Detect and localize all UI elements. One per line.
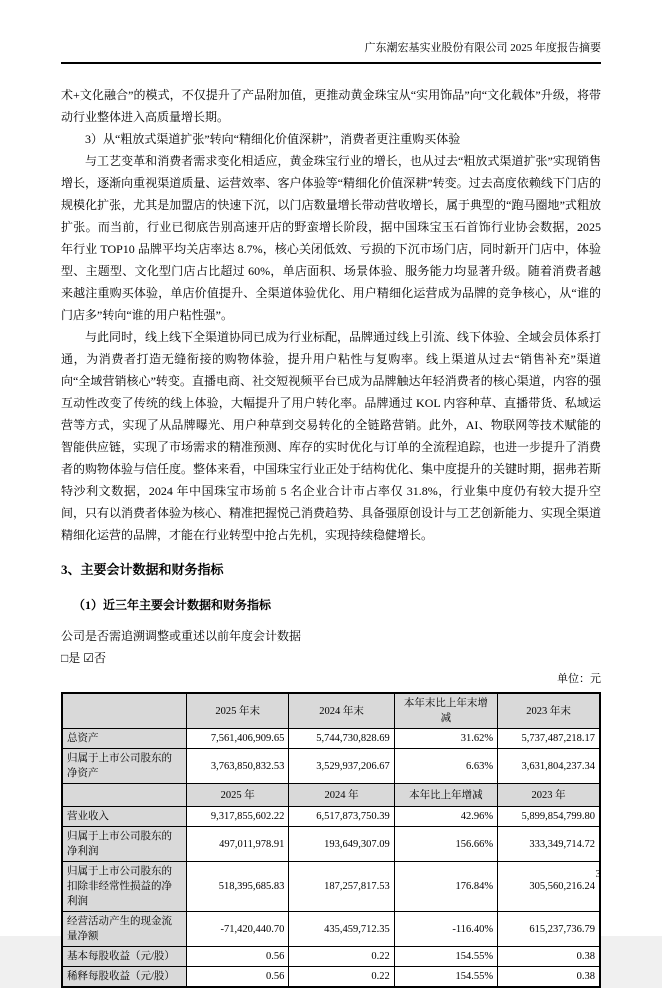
table-row-deducted-net-profit — [62, 862, 600, 912]
row-label-cell: 归属于上市公司股东的扣除非经常性损益的净利润 — [62, 862, 186, 912]
value-cell: 0.22 — [289, 947, 394, 967]
table-row-net-profit — [62, 827, 600, 862]
table-row-net-assets — [62, 749, 600, 784]
header-cell: 2023 年末 — [498, 693, 600, 729]
document-body — [61, 84, 601, 546]
document-header-title: 广东潮宏基实业股份有限公司 2025 年度报告摘要 — [364, 42, 601, 54]
value-cell: 435,459,712.35 — [289, 912, 394, 947]
subsection1-heading: （1）近三年主要会计数据和财务指标 — [73, 598, 272, 612]
section3-heading: 3、主要会计数据和财务指标 — [61, 562, 224, 577]
value-cell: 193,649,307.09 — [289, 827, 394, 862]
table-row-operating-cash-flow — [62, 912, 600, 947]
value-cell: 5,899,854,799.80 — [498, 807, 600, 827]
value-cell: 156.66% — [394, 827, 497, 862]
value-cell: 3,529,937,206.67 — [289, 749, 394, 784]
table-row-total-assets — [62, 729, 600, 749]
header-cell: 本年末比上年末增减 — [394, 693, 497, 729]
paragraph-continuation: 术+文化融合”的模式，不仅提升了产品附加值，更推动黄金珠宝从“实用饰品”向“文化载体”升级，将带动行业整体进入高质量增长期。 — [61, 88, 601, 124]
value-cell: 154.55% — [394, 947, 497, 967]
value-cell: 6.63% — [394, 749, 497, 784]
row-label-cell: 归属于上市公司股东的净资产 — [62, 749, 186, 784]
value-cell: 518,395,685.83 — [186, 862, 288, 912]
header-cell: 2025 年末 — [186, 693, 288, 729]
restate-question: 公司是否需追溯调整或重述以前年度会计数据 — [61, 629, 302, 643]
header-cell: 2023 年 — [498, 784, 600, 807]
value-cell: 42.96% — [394, 807, 497, 827]
header-cell: 2024 年 — [289, 784, 394, 807]
value-cell: 305,560,216.24 — [498, 862, 600, 912]
value-cell: -71,420,440.70 — [186, 912, 288, 947]
value-cell: 187,257,817.53 — [289, 862, 394, 912]
value-cell: 176.84% — [394, 862, 497, 912]
value-cell: 0.56 — [186, 947, 288, 967]
financial-indicators-table — [61, 692, 601, 988]
table-row-basic-eps — [62, 947, 600, 967]
value-cell: 7,561,406,909.65 — [186, 729, 288, 749]
value-cell: -116.40% — [394, 912, 497, 947]
value-cell: 0.22 — [289, 967, 394, 988]
header-cell: 2024 年末 — [289, 693, 394, 729]
unit-label: 单位：元 — [557, 673, 601, 685]
value-cell: 3,631,804,237.34 — [498, 749, 600, 784]
value-cell: 497,011,978.91 — [186, 827, 288, 862]
document-header — [61, 40, 601, 64]
row-label-cell: 稀释每股收益（元/股） — [62, 967, 186, 988]
paragraph-omnichannel: 与此同时，线上线下全渠道协同已成为行业标配，品牌通过线上引流、线下体验、全域会员体系打通，为消费者打造无缝衔接的购物体验，提升用户粘性与复购率。线上渠道从过去“销售补充”渠道向“全域营销核心”转变。直播电商、社交短视频平台已成为品牌触达年轻消费者的核心渠道，内容的强互动性改变了传统的线上体验，大幅提升了用户转化率。品牌通过 KOL 内容种草、直播带货、私域运营等方式，实现了从品牌曝光、用户种草到交易转化的全链路营销。此外，AI、物联网等技术赋能的智能供应链，实现了市场需求的精准预测、库存的实时优化与订单的全流程追踪，也进一步提升了消费者的购物体验与信任度。整体来看，中国珠宝行业正处于结构优化、集中度提升的关键时期，据弗若斯特沙利文数据，2024 年中国珠宝市场前 5 名企业合计市占率仅 31.8%，行业集中度仍有较大提升空间，只有以消费者体验为核心、精准把握悦己消费趋势、具备强原创设计与工艺创新能力、实现全渠道精细化运营的品牌，才能在行业转型中抢占先机，实现持续稳健增长。 — [61, 330, 602, 542]
page-number: 3 — [595, 868, 601, 880]
paragraph-industry-shift: 与工艺变革和消费者需求变化相适应，黄金珠宝行业的增长，也从过去“粗放式渠道扩张”实现销售增长，逐渐向重视渠道质量、运营效率、客户体验等“精细化价值深耕”转变。过去高度依赖线下门店的规模化扩张，尤其是加盟店的快速下沉，以门店数量增长带动营收增长，属于典型的“跑马圈地”式粗放扩张。而当前，行业已彻底告别高速开店的野蛮增长阶段，据中国珠宝玉石首饰行业协会数据，2025 年行业 TOP10 品牌平均关店率达 8.7%，核心关闭低效、亏损的下沉市场门店，同时新开门店中，体验型、主题型、文化型门店占比超过 60%，单店面积、场景体验、服务能力均显著升级。随着消费者越来越注重购买体验，单店价值提升、全渠道体验优化、用户精细化运营成为品牌的竞争核心，从“谁的门店多”转向“谁的用户粘性强”。 — [61, 154, 601, 322]
row-label-cell: 经营活动产生的现金流量净额 — [62, 912, 186, 947]
header-cell: 本年比上年增减 — [394, 784, 497, 807]
point3-heading: 3）从“粗放式渠道扩张”转向“精细化价值深耕”，消费者更注重购买体验 — [85, 132, 461, 146]
value-cell: 3,763,850,832.53 — [186, 749, 288, 784]
value-cell: 0.56 — [186, 967, 288, 988]
header-cell — [62, 784, 186, 807]
table-row-revenue — [62, 807, 600, 827]
value-cell: 333,349,714.72 — [498, 827, 600, 862]
table-row-diluted-eps — [62, 967, 600, 988]
row-label-cell: 营业收入 — [62, 807, 186, 827]
restate-answer-checkboxes: □是 ☑否 — [61, 651, 107, 665]
value-cell: 154.55% — [394, 967, 497, 988]
row-label-cell: 归属于上市公司股东的净利润 — [62, 827, 186, 862]
row-label-cell: 基本每股收益（元/股） — [62, 947, 186, 967]
table-header-row-yearend — [62, 693, 600, 729]
row-label-cell: 总资产 — [62, 729, 186, 749]
value-cell: 5,744,730,828.69 — [289, 729, 394, 749]
value-cell: 0.38 — [498, 947, 600, 967]
value-cell: 0.38 — [498, 967, 600, 988]
value-cell: 6,517,873,750.39 — [289, 807, 394, 827]
value-cell: 615,237,736.79 — [498, 912, 600, 947]
value-cell: 5,737,487,218.17 — [498, 729, 600, 749]
header-cell: 2025 年 — [186, 784, 288, 807]
header-cell — [62, 693, 186, 729]
table-header-row-year — [62, 784, 600, 807]
value-cell: 9,317,855,602.22 — [186, 807, 288, 827]
value-cell: 31.62% — [394, 729, 497, 749]
